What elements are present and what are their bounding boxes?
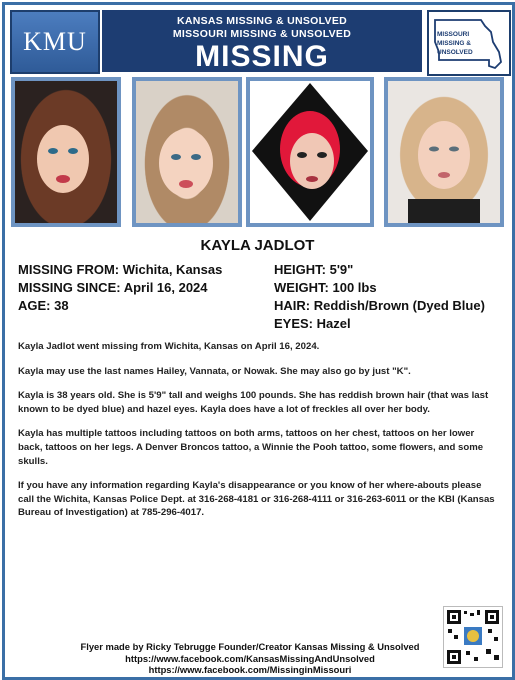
weight: WEIGHT: 100 lbs <box>274 280 377 295</box>
paragraph: If you have any information regarding Kayla's disappearance or you know of her where-abouts please call the Wichita, Kansas Police Dept. at 316-268-4181 or 316-268-4111 or 316-263-6011 or the KBI (Kansas Bureau of Investigation) at 785-296-4017. <box>18 480 495 519</box>
qr-code-icon <box>444 607 502 667</box>
photo-4 <box>384 77 504 227</box>
kmu-logo <box>10 10 100 74</box>
facebook-link-missouri[interactable]: https://www.facebook.com/MissinginMissouri <box>148 664 352 675</box>
photo-3 <box>246 77 374 227</box>
qr-code <box>443 606 503 668</box>
missing-from: MISSING FROM: Wichita, Kansas <box>18 262 223 277</box>
paragraph: Kayla Jadlot went missing from Wichita, Kansas on April 16, 2024. <box>18 341 320 352</box>
age: AGE: 38 <box>18 298 69 313</box>
height: HEIGHT: 5'9" <box>274 262 354 277</box>
facebook-link-kansas[interactable]: https://www.facebook.com/KansasMissingAndUnsolved <box>125 652 375 664</box>
missouri-logo <box>427 10 511 76</box>
flyer-credit: Flyer made by Ricky Tebrugge Founder/Creator Kansas Missing & Unsolved <box>80 641 420 652</box>
portrait-image <box>388 81 500 223</box>
title-banner <box>102 10 422 72</box>
portrait-image <box>136 81 238 223</box>
description <box>18 340 498 531</box>
banner-title: MISSING <box>195 40 329 73</box>
kmu-logo-text: KMU <box>23 27 87 56</box>
portrait-image <box>250 81 370 223</box>
paragraph: Kayla is 38 years old. She is 5'9" tall and weighs 100 pounds. She has reddish brown hair (that was last known to be dyed blue) and hazel eyes. Kayla does have a lot of freckles all over her body. <box>18 390 489 415</box>
photo-2 <box>132 77 242 227</box>
facts-left <box>18 261 222 315</box>
footer <box>60 641 440 676</box>
photo-1 <box>11 77 121 227</box>
paragraph: Kayla may use the last names Hailey, Vannata, or Nowak. She may also go by just "K". <box>18 365 411 377</box>
missing-person-name: KAYLA JADLOT <box>200 237 315 254</box>
hair: HAIR: Reddish/Brown (Dyed Blue) <box>274 298 485 313</box>
paragraph: Kayla has multiple tattoos including tattoos on both arms, tattoos on her chest, tattoos on her lower back, tattoos on her legs. A Denver Broncos tattoo, a Winnie the Pooh tattoo, some flowers, and some skulls. <box>18 428 484 467</box>
banner-line-2: MISSOURI MISSING & UNSOLVED <box>172 28 352 40</box>
facts-right <box>274 261 485 333</box>
missouri-logo-text: MISSOURI MISSING & UNSOLVED <box>437 31 473 56</box>
header <box>6 6 509 72</box>
missing-since: MISSING SINCE: April 16, 2024 <box>18 280 208 295</box>
eyes: EYES: Hazel <box>274 316 351 331</box>
banner-line-1: KANSAS MISSING & UNSOLVED <box>176 15 348 27</box>
portrait-image <box>15 81 117 223</box>
